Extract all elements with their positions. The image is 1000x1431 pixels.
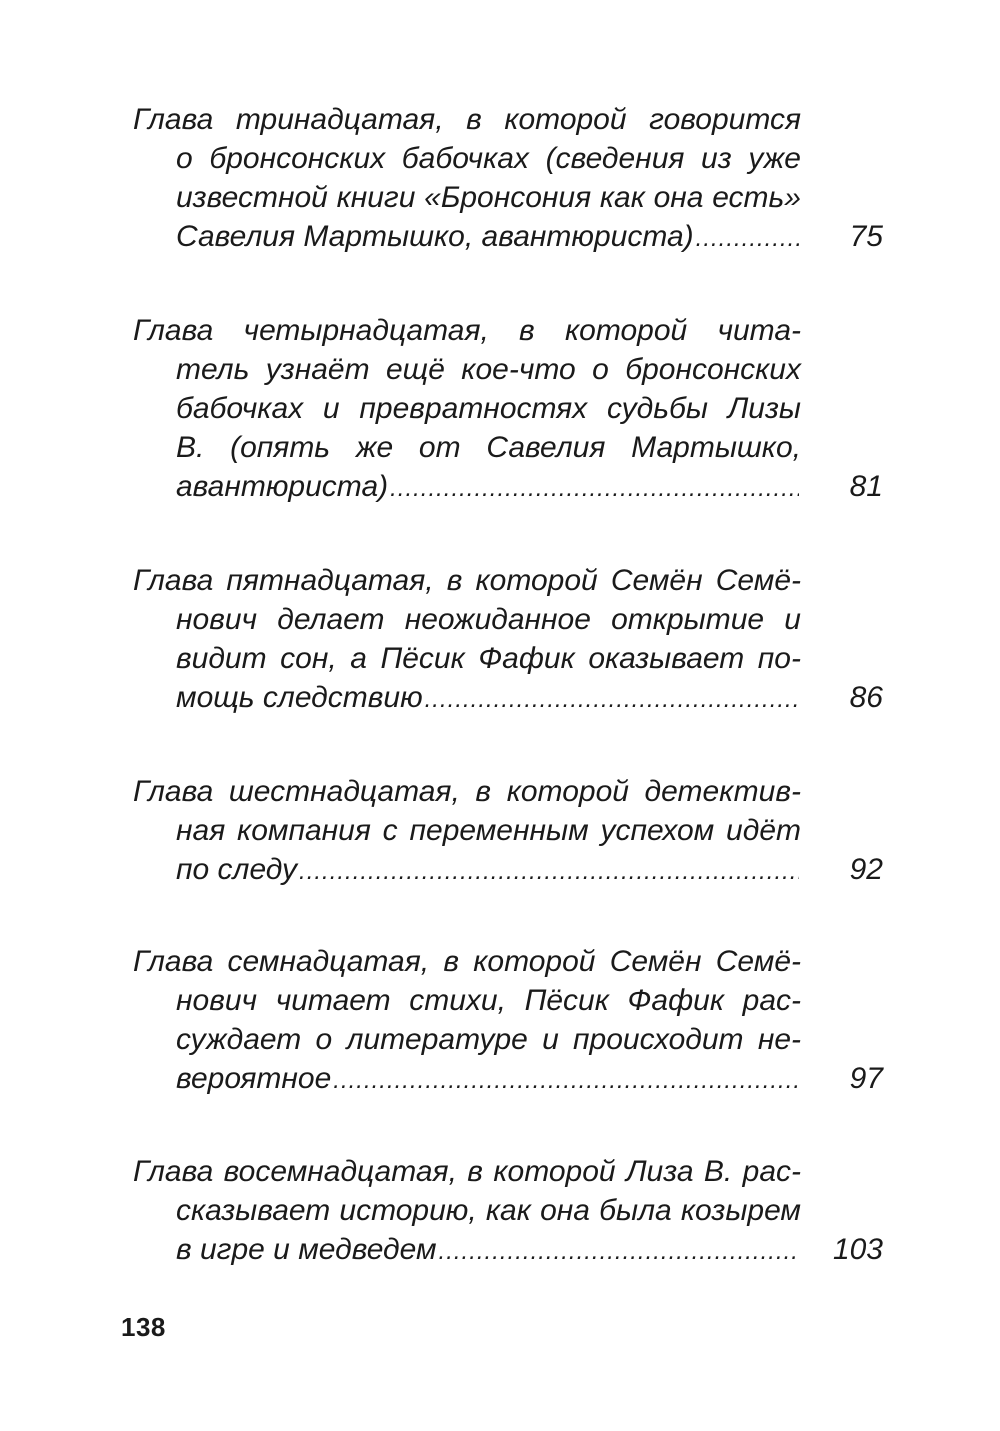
page-number[interactable]: 86 <box>849 681 883 714</box>
page-number[interactable]: 103 <box>832 1233 883 1266</box>
entry-line: нович читает стихи, Пёсик Фафик рас- <box>176 984 801 1017</box>
entry-line: Глава семнадцатая, в которой Семён Семё- <box>133 945 801 978</box>
entry-last-line <box>176 467 883 506</box>
entry-line: известной книги «Бронсония как она есть» <box>176 181 801 214</box>
entry-line: по следу <box>176 853 298 886</box>
entry-line: суждает о литературе и происходит не- <box>176 1023 801 1056</box>
page-folio: 138 <box>121 1312 166 1342</box>
entry-line: Глава тринадцатая, в которой говорится <box>133 103 801 136</box>
entry-line: Глава восемнадцатая, в которой Лиза В. рас- <box>133 1155 801 1188</box>
entry-line: нович делает неожиданное открытие и <box>176 603 801 636</box>
dot-leader <box>439 1232 799 1271</box>
entry-line: сказывает историю, как она была козырем <box>176 1194 801 1227</box>
page-number[interactable]: 81 <box>849 470 883 503</box>
entry-last-line <box>176 1230 883 1269</box>
entry-line: Савелия Мартышко, авантюриста) <box>176 220 694 253</box>
entry-line: бабочках и превратностях судьбы Лизы <box>176 392 801 425</box>
dot-leader <box>425 680 799 719</box>
page-number[interactable]: 75 <box>849 220 883 253</box>
entry-line: о бронсонских бабочках (сведения из уже <box>176 142 801 175</box>
entry-last-line <box>176 1059 883 1098</box>
page-number[interactable]: 92 <box>849 853 883 886</box>
entry-line: ная компания с переменным успехом идёт <box>176 814 801 847</box>
entry-last-line <box>176 678 883 717</box>
toc-entry <box>133 772 883 889</box>
entry-line: Глава пятнадцатая, в которой Семён Семё- <box>133 564 801 597</box>
page-number[interactable]: 97 <box>849 1062 883 1095</box>
toc-entry <box>133 100 883 256</box>
toc-entry <box>133 311 883 506</box>
dot-leader <box>390 469 799 508</box>
entry-line: Глава четырнадцатая, в которой чита- <box>133 314 801 347</box>
entry-last-line <box>176 217 883 256</box>
dot-leader <box>696 219 799 258</box>
entry-line: авантюриста) <box>176 470 389 503</box>
dot-leader <box>333 1061 799 1100</box>
entry-line: тель узнаёт ещё кое-что о бронсонских <box>176 353 801 386</box>
dot-leader <box>299 852 799 891</box>
toc-entry <box>133 1152 883 1269</box>
entry-last-line <box>176 850 883 889</box>
entry-line: Глава шестнадцатая, в которой детектив- <box>133 775 801 808</box>
toc-entry <box>133 561 883 717</box>
entry-line: мощь следствию <box>176 681 423 714</box>
entry-line: в игре и медведем <box>176 1233 437 1266</box>
entry-line: вероятное <box>176 1062 332 1095</box>
entry-line: видит сон, а Пёсик Фафик оказывает по- <box>176 642 801 675</box>
toc-entry <box>133 942 883 1098</box>
entry-line: В. (опять же от Савелия Мартышко, <box>176 431 801 464</box>
